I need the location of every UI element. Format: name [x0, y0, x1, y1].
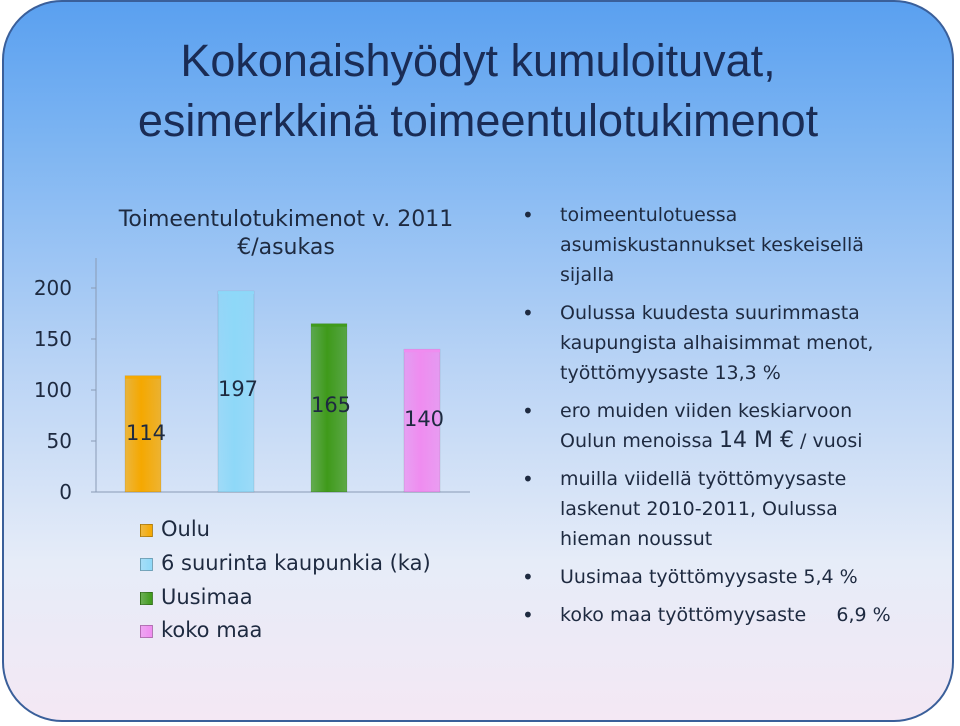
bullet-text: • Uusimaa työttömyysaste 5,4 %: [560, 566, 858, 588]
bullet-text: • ero muiden viiden keskiarvoon: [560, 400, 853, 422]
chart-title-line-2: €/asukas: [237, 235, 335, 260]
slide-title-line-2: esimerkkinä toimeentulotukimenot: [137, 95, 819, 146]
bullet-text: työttömyysaste 13,3 %: [560, 362, 781, 384]
legend-swatch: [140, 592, 153, 605]
bullet-text: • muilla viidellä työttömyysaste: [560, 468, 847, 490]
bullet-text: asumiskustannukset keskeisellä: [560, 234, 864, 256]
legend-item: [140, 551, 431, 575]
legend-item: [140, 585, 253, 609]
legend-swatch: [140, 558, 153, 571]
y-tick-label: 50: [46, 429, 72, 453]
y-tick-label: 100: [33, 378, 72, 402]
y-tick-label: 200: [33, 276, 72, 300]
legend-item: [140, 517, 210, 541]
legend-label: Uusimaa: [161, 585, 253, 609]
data-label-2: 197: [217, 377, 259, 401]
bar-cap-3: [311, 324, 347, 327]
legend-swatch: [140, 524, 153, 537]
bullet-text: laskenut 2010-2011, Oulussa: [560, 498, 838, 520]
bullet-text: • toimeentulotuessa: [560, 204, 738, 226]
bullet-item: [522, 200, 942, 290]
bar-cap-2: [218, 291, 254, 294]
bullet-text: Oulun menoissa 14 M € / vuosi: [560, 428, 863, 453]
highlight-amount: 14 M €: [719, 428, 794, 453]
bullet-list: [522, 200, 942, 638]
bullet-item: [522, 298, 942, 388]
legend-label: koko maa: [161, 618, 263, 642]
bullet-text: kaupungista alhaisimmat menot,: [560, 332, 874, 354]
data-label-4: 140: [403, 407, 445, 431]
legend-item: [140, 618, 262, 642]
bar-cap-4: [404, 349, 440, 352]
legend-label: 6 suurinta kaupunkia (ka): [161, 551, 431, 575]
bullet-item: [522, 464, 942, 554]
bullet-text: hieman noussut: [560, 528, 713, 550]
y-tick-label: 150: [33, 327, 72, 351]
bullet-text: sijalla: [560, 264, 615, 286]
data-label-1: 114: [125, 421, 167, 445]
y-tick-label: 0: [59, 480, 72, 504]
data-label-3: 165: [310, 393, 352, 417]
legend-swatch: [140, 625, 153, 638]
bullet-text: • koko maa työttömyysaste 6,9 %: [560, 604, 891, 626]
legend-label: Oulu: [161, 517, 210, 541]
bullet-text: • Oulussa kuudesta suurimmasta: [560, 302, 860, 324]
bullet-item: [522, 600, 942, 630]
bullet-item: [522, 396, 942, 456]
slide-title-line-1: Kokonaishyödyt kumuloituvat,: [180, 35, 776, 86]
bullet-item: [522, 562, 942, 592]
chart-title-line-1: Toimeentulotukimenot v. 2011: [118, 207, 454, 232]
bar-cap-1: [125, 376, 161, 379]
